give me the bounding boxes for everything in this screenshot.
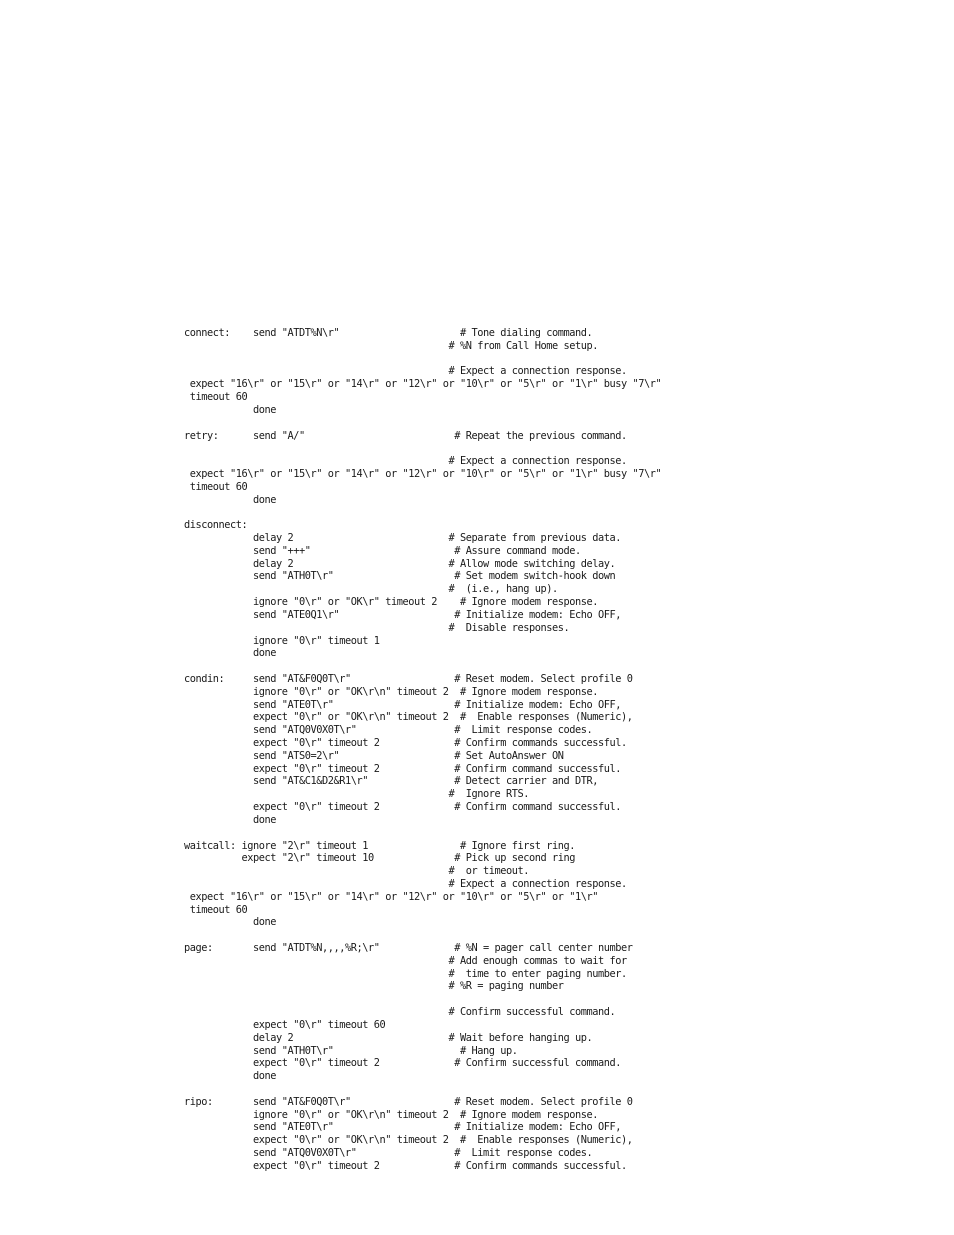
code-line: expect "0\r" timeout 2 # Confirm commands successful. [184, 1159, 627, 1172]
code-line: done [184, 493, 276, 506]
code-line: ignore "0\r" or "OK\r" timeout 2 # Ignore modem response. [184, 596, 598, 609]
code-line [184, 442, 661, 455]
code-line: ignore "0\r" timeout 1 [184, 634, 380, 647]
code-line: expect "0\r" timeout 2 # Confirm successful command. [184, 1057, 621, 1070]
code-line: expect "0\r" timeout 2 # Confirm command successful. [184, 762, 621, 775]
code-line: done [184, 647, 276, 660]
code-line: # Confirm successful command. [184, 1006, 616, 1019]
code-line: expect "0\r" timeout 2 # Confirm command successful. [184, 801, 621, 814]
code-line: delay 2 # Separate from previous data. [184, 532, 621, 544]
code-line: # %R = paging number [184, 980, 564, 993]
code-line [184, 506, 661, 519]
code-line: # time to enter paging number. [184, 967, 627, 980]
code-line [184, 993, 661, 1006]
code-line: # Expect a connection response. [184, 455, 627, 468]
code-line: # (i.e., hang up). [184, 583, 558, 596]
code-line: disconnect: [184, 519, 248, 532]
code-line [184, 353, 661, 366]
code-line: # Ignore RTS. [184, 788, 529, 801]
code-line: send "ATS0=2\r" # Set AutoAnswer ON [184, 749, 564, 762]
code-line: send "ATQ0V0X0T\r" # Limit response codes. [184, 1147, 593, 1159]
code-line [184, 827, 661, 840]
code-line: delay 2 # Allow mode switching delay. [184, 557, 616, 570]
code-line [184, 660, 661, 673]
code-line: timeout 60 [184, 480, 248, 493]
code-line: connect: send "ATDT%N\r" # Tone dialing command. [184, 327, 593, 339]
code-line: waitcall: ignore "2\r" timeout 1 # Ignore first ring. [184, 839, 575, 852]
code-line: done [184, 916, 276, 929]
code-line: send "ATH0T\r" # Hang up. [184, 1044, 518, 1057]
code-line: done [184, 403, 276, 416]
code-line: ignore "0\r" or "OK\r\n" timeout 2 # Ignore modem response. [184, 685, 598, 698]
code-line: ripo: send "AT&F0Q0T\r" # Reset modem. Select profile 0 [184, 1095, 633, 1108]
code-line: send "ATE0Q1\r" # Initialize modem: Echo OFF, [184, 608, 621, 621]
code-line: done [184, 813, 276, 826]
code-line: send "ATH0T\r" # Set modem switch-hook down [184, 570, 616, 583]
code-line: send "ATQ0V0X0T\r" # Limit response codes. [184, 724, 593, 737]
code-line [184, 1083, 661, 1096]
code-line: expect "0\r" timeout 2 # Confirm commands successful. [184, 737, 627, 749]
code-line: done [184, 1070, 276, 1083]
code-line: page: send "ATDT%N,,,,%R;\r" # %N = pager call center number [184, 942, 633, 954]
code-line: send "AT&C1&D2&R1\r" # Detect carrier and DTR, [184, 775, 598, 788]
code-line: ignore "0\r" or "OK\r\n" timeout 2 # Ignore modem response. [184, 1108, 598, 1121]
code-line: send "+++" # Assure command mode. [184, 544, 581, 557]
code-line: expect "16\r" or "15\r" or "14\r" or "12\r" or "10\r" or "5\r" or "1\r" busy "7\r" [184, 467, 662, 480]
modem-script-listing [184, 327, 661, 1173]
code-line: delay 2 # Wait before hanging up. [184, 1031, 593, 1044]
code-line: # %N from Call Home setup. [184, 339, 598, 352]
code-line: condin: send "AT&F0Q0T\r" # Reset modem. Select profile 0 [184, 672, 633, 685]
code-line: expect "16\r" or "15\r" or "14\r" or "12\r" or "10\r" or "5\r" or "1\r" [184, 890, 598, 903]
code-line: # Add enough commas to wait for [184, 954, 627, 967]
code-line: send "ATE0T\r" # Initialize modem: Echo OFF, [184, 698, 621, 711]
code-line: timeout 60 [184, 391, 248, 404]
code-line [184, 417, 661, 430]
code-line: expect "0\r" or "OK\r\n" timeout 2 # Enable responses (Numeric), [184, 711, 633, 724]
code-line: expect "16\r" or "15\r" or "14\r" or "12\r" or "10\r" or "5\r" or "1\r" busy "7\r" [184, 378, 662, 391]
code-line: # or timeout. [184, 865, 529, 878]
code-line: send "ATE0T\r" # Initialize modem: Echo OFF, [184, 1121, 621, 1134]
code-line: expect "0\r" timeout 60 [184, 1018, 386, 1031]
code-line: timeout 60 [184, 903, 248, 916]
code-line: retry: send "A/" # Repeat the previous command. [184, 429, 627, 442]
code-line: expect "0\r" or "OK\r\n" timeout 2 # Enable responses (Numeric), [184, 1134, 633, 1147]
code-line: # Disable responses. [184, 621, 570, 634]
code-line [184, 929, 661, 942]
code-line: # Expect a connection response. [184, 877, 627, 890]
code-line: expect "2\r" timeout 10 # Pick up second ring [184, 852, 575, 865]
code-line: # Expect a connection response. [184, 365, 627, 378]
